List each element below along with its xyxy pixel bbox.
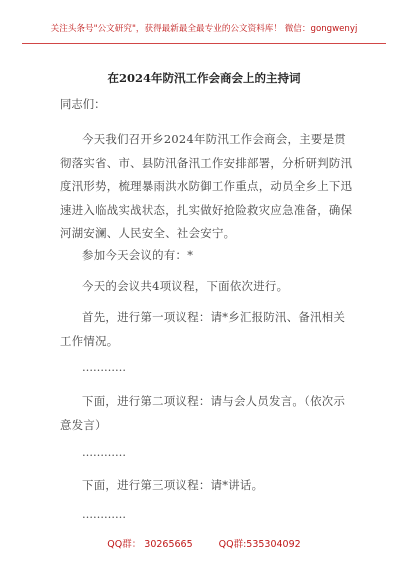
paragraph-agenda: 今天的会议共4项议程，下面依次进行。 — [82, 279, 289, 293]
paragraph-item-2: 下面，进行第二项议程：请与会人员发言。（依次示意发言） — [60, 394, 346, 432]
footer-contact — [0, 536, 408, 550]
paragraph-item-3: 下面，进行第三项议程：请*讲话。 — [82, 478, 264, 492]
ellipsis-1: ………… — [82, 361, 126, 374]
footer-qq-group-1: QQ群： 30265665 — [107, 539, 193, 550]
ellipsis-3: ………… — [82, 508, 126, 521]
document-title: 在2024年防汛工作会商会上的主持词 — [107, 71, 301, 85]
header-divider — [22, 43, 386, 44]
paragraph-item-1: 首先，进行第一项议程：请*乡汇报防汛、备汛相关工作情况。 — [60, 310, 346, 348]
paragraph-attendees: 参加今天会议的有：* — [82, 248, 194, 262]
paragraph-intro: 今天我们召开乡2024年防汛工作会商会，主要是贯彻落实省、市、县防汛备汛工作安排部署，分析研判防汛度汛形势，梳理暴雨洪水防御工作重点，动员全乡上下迅速进入临战实战状态，扎实做好抢险救灾应急准备，确保河湖安澜、人民安全、社会安宁。 — [60, 132, 353, 240]
header-banner: 关注头条号"公文研究"，获得最新最全最专业的公文资料库！ 微信：gongwenyj — [50, 24, 358, 34]
footer-qq-group-2: QQ群:535304092 — [218, 539, 301, 550]
ellipsis-2: ………… — [82, 446, 126, 459]
salutation: 同志们： — [60, 97, 106, 111]
